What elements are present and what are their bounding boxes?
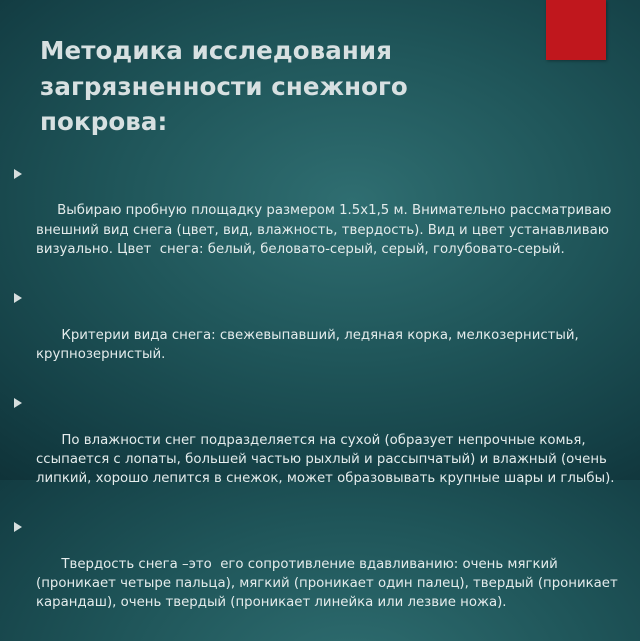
bullet-text: Критерии вида снега: свежевыпавший, ледяная корка, мелкозернистый, крупнозернистый. [36, 327, 583, 362]
bullet-arrow-icon [14, 398, 22, 408]
slide-title: Методика исследования загрязненности снежного покрова: [40, 36, 408, 136]
red-accent-tab [546, 0, 606, 60]
bullet-arrow-icon [14, 169, 22, 179]
bullet-list [14, 163, 630, 641]
bullet-text: Выбираю пробную площадку размером 1.5х1,5 м. Внимательно рассматриваю внешний вид снега (цвет, вид, влажность, твердость). Вид и цвет устанавливаю визуально. Цвет снега: белый, беловато-серый, серый, голубовато-серый. [36, 203, 618, 257]
bullet-text: По влажности снег подразделяется на сухой (образует непрочные комья, ссыпается с лопаты, большей частью рыхлый и рассыпчатый) и влажный (очень липкий, хорошо лепится в снежок, может образовывать крупные шары и глыбы). [36, 432, 615, 487]
bullet-item [14, 392, 630, 507]
bullet-arrow-icon [14, 522, 22, 532]
bullet-item [14, 287, 630, 383]
bullet-item [14, 163, 630, 278]
bullet-text: Твердость снега –это его сопротивление вдавливанию: очень мягкий (проникает четыре пальца), мягкий (проникает один палец), твердый (проникает карандаш), очень твердый (проникает линейка или лезвие ножа). [36, 556, 622, 611]
bullet-item [14, 516, 630, 631]
bullet-arrow-icon [14, 293, 22, 303]
